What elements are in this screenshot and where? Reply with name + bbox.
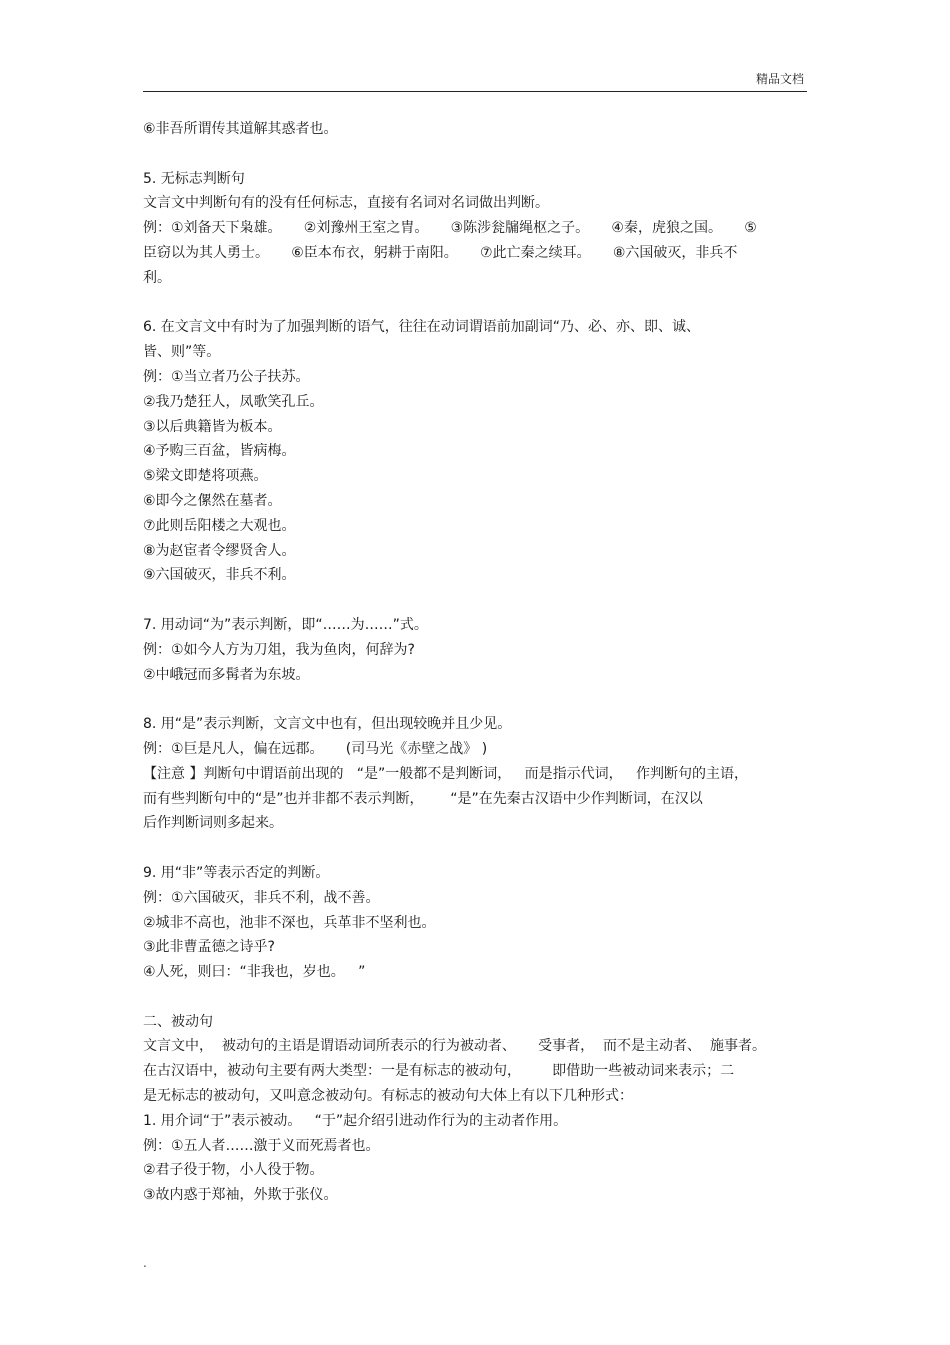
blank-line (143, 985, 807, 1010)
blank-line (143, 142, 807, 167)
text-line: 6. 在文言文中有时为了加强判断的语气，往往在动词谓语前加副词“乃、必、亦、即、诚、 (143, 319, 701, 336)
text-line: 例：①巨是凡人，偏在远郡。 (司马光《赤壁之战》 ) (143, 740, 488, 757)
text-line: ⑤梁文即楚将项燕。 (143, 468, 268, 485)
text-line: ⑧为赵宦者令缪贤舍人。 (143, 542, 296, 559)
text-line: 例：①当立者乃公子扶苏。 (143, 368, 310, 385)
text-line: 7. 用动词“为”表示判断，即“……为……”式。 (143, 616, 428, 633)
text-line: 例：①六国破灭，非兵不利，战不善。 (143, 889, 380, 906)
text-line: 例：①五人者……激于义而死焉者也。 (143, 1137, 380, 1154)
text-line: 例：①刘备天下枭雄。 ②刘豫州王室之胄。 ③陈涉瓮牖绳枢之子。 ④秦，虎狼之国。 ⑤ (143, 220, 757, 237)
text-line: 1. 用介词“于”表示被动。 “于”起介绍引进动作行为的主动者作用。 (143, 1112, 568, 1129)
page-header-label: 精品文档 (755, 72, 804, 86)
text-line: 二、被动句 (143, 1013, 213, 1030)
text-line: ③此非曹孟德之诗乎? (143, 939, 275, 956)
text-line: ⑥非吾所谓传其道解其惑者也。 (143, 121, 338, 137)
text-line: 皆、则”等。 (143, 344, 221, 361)
text-line: 后作判断词则多起来。 (143, 815, 283, 832)
text-line: ④人死，则曰：“非我也，岁也。 ” (143, 964, 366, 981)
text-line: 8. 用“是”表示判断，文言文中也有，但出现较晚并且少见。 (143, 716, 512, 733)
text-line: 【注意 】判断句中谓语前出现的 “是”一般都不是判断词， 而是指示代词， 作判断句的主语， (143, 765, 749, 782)
text-line: ②中峨冠而多髯者为东坡。 (143, 666, 310, 683)
text-line: ②城非不高也，池非不深也，兵革非不坚利也。 (143, 914, 436, 931)
text-line: ④予购三百盆，皆病梅。 (143, 443, 296, 460)
text-line: 而有些判断句中的“是”也并非都不表示判断， “是”在先秦古汉语中少作判断词，在汉以 (143, 790, 703, 807)
text-line: ⑨六国破灭，非兵不利。 (143, 567, 296, 584)
text-line: ②我乃楚狂人，凤歌笑孔丘。 (143, 393, 324, 410)
text-line: 臣窃以为其人勇士。 ⑥臣本布衣，躬耕于南阳。 ⑦此亡秦之续耳。 ⑧六国破灭，非兵不 (143, 244, 738, 261)
text-line: 是无标志的被动句，又叫意念被动句。有标志的被动句大体上有以下几种形式： (143, 1088, 633, 1105)
text-line: 9. 用“非”等表示否定的判断。 (143, 864, 330, 881)
text-line: ③以后典籍皆为板本。 (143, 418, 282, 435)
text-line: 5. 无标志判断句 (143, 170, 245, 187)
blank-line (143, 687, 807, 712)
text-line: 例：①如今人方为刀俎，我为鱼肉，何辞为? (143, 641, 415, 658)
header-divider (143, 91, 807, 92)
text-line: 文言文中判断句有的没有任何标志，直接有名词对名词做出判断。 (143, 195, 549, 212)
text-line: ③故内惑于郑袖，外欺于张仪。 (143, 1187, 338, 1204)
text-line: 利。 (143, 269, 171, 286)
text-line: ⑦此则岳阳楼之大观也。 (143, 517, 296, 534)
blank-line (143, 836, 807, 861)
text-line: ②君子役于物，小人役于物。 (143, 1162, 324, 1179)
text-line: 文言文中， 被动句的主语是谓语动词所表示的行为被动者、 受事者， 而不是主动者、 施事者。 (143, 1038, 766, 1055)
blank-line (143, 291, 807, 316)
blank-line (143, 588, 807, 613)
footer-mark: . (143, 1256, 147, 1270)
text-line: ⑥即今之傫然在墓者。 (143, 492, 282, 509)
document-body (143, 117, 807, 1208)
text-line: 在古汉语中，被动句主要有两大类型：一是有标志的被动句， 即借助一些被动词来表示；二 (143, 1063, 735, 1080)
